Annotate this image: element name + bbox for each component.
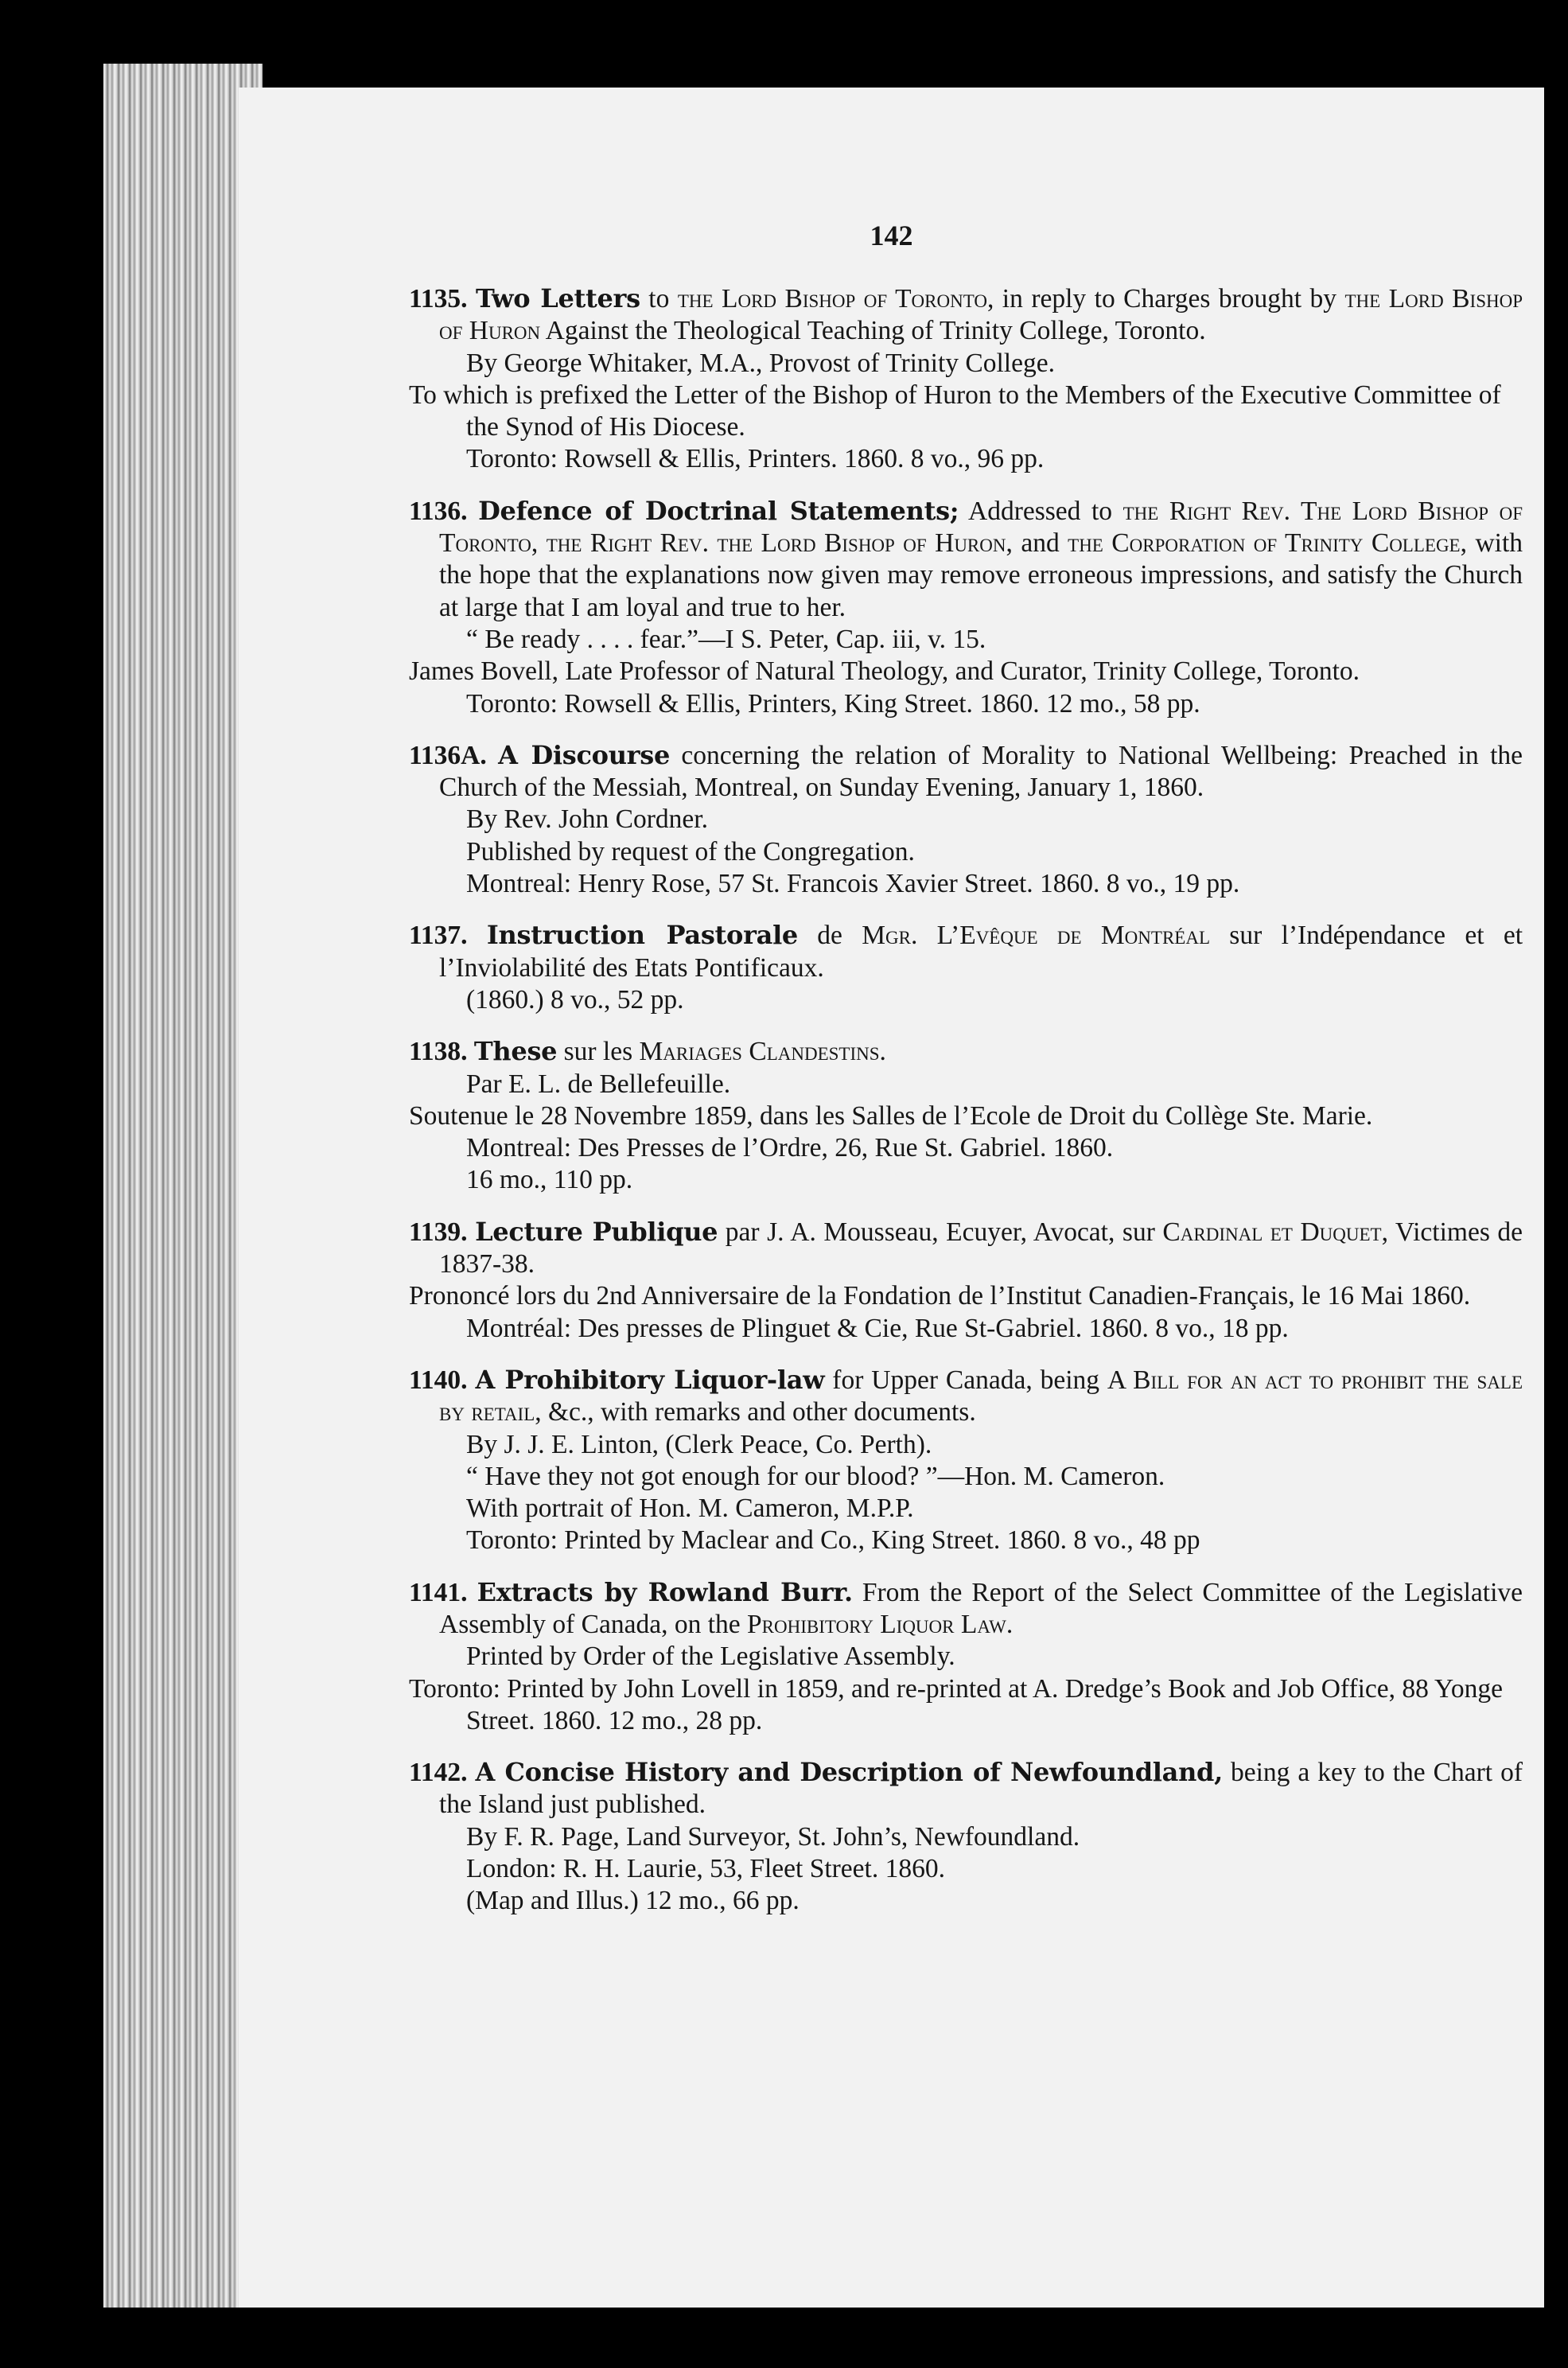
entry-number: 1136A. <box>409 740 499 770</box>
entry-heading <box>409 282 1523 348</box>
entry-line: Prononcé lors du 2nd Anniversaire de la Fondation de l’Institut Canadien-Français, le 16 Mai 1860. <box>409 1281 1471 1311</box>
entry-title: A Concise History and Description of Newfoundland, <box>475 1757 1223 1788</box>
entry-line: By George Whitaker, M.A., Provost of Trinity College. <box>466 348 1055 378</box>
entry-text: de <box>798 921 862 951</box>
entry-number: 1141. <box>409 1577 477 1607</box>
bibliography-entries <box>409 282 1523 1937</box>
small-caps-text: the Corporation of Trinity College <box>1068 528 1461 559</box>
small-caps-text: A Bill for an act to prohibit the sale by retail <box>439 1365 1523 1427</box>
entry-title: Two Letters <box>476 283 640 314</box>
entry-text: . <box>879 1037 886 1067</box>
entry-line: Montreal: Henry Rose, 57 St. Francois Xavier Street. 1860. 8 vo., 19 pp. <box>466 869 1240 899</box>
entry <box>409 919 1523 1016</box>
entry-title: Instruction Pastorale <box>486 920 798 951</box>
entry-line: Montréal: Des presses de Plinguet & Cie, Rue St-Gabriel. 1860. 8 vo., 18 pp. <box>466 1313 1289 1343</box>
entry <box>409 1216 1523 1345</box>
entry <box>409 1756 1523 1917</box>
entry <box>409 1364 1523 1557</box>
entry-title: A Prohibitory Liquor-law <box>475 1364 825 1395</box>
entry-line: By Rev. John Cordner. <box>466 804 708 835</box>
entry <box>409 1576 1523 1737</box>
small-caps-text: the Lord Bishop of Toronto <box>677 284 987 314</box>
entry-text: sur l’Indépendance et et l’Inviolabilité des Etats Pontificaux. <box>439 921 1523 983</box>
entry-number: 1140. <box>409 1365 476 1395</box>
entry-line: Par E. L. de Bellefeuille. <box>466 1069 731 1099</box>
entry-line: Published by request of the Congregation. <box>466 836 915 867</box>
entry-text: , &c., with remarks and other documents. <box>535 1397 976 1427</box>
small-caps-text: the Right Rev. The Lord Bishop of Toronto, the Right Rev. the Lord Bishop of Huron, <box>439 496 1523 559</box>
entry-heading <box>409 919 1523 984</box>
entry-line: Toronto: Printed by John Lovell in 1859, and re-printed at A. Dredge’s Book and Job Office, 88 Yonge Street. 1860. 12 mo., 28 pp. <box>409 1673 1504 1735</box>
entry-title: Defence of Doctrinal Statements; <box>478 495 959 526</box>
entry-number: 1137. <box>409 921 487 951</box>
entry-text: Addressed to <box>959 496 1123 526</box>
entry-line: Montreal: Des Presses de l’Ordre, 26, Rue St. Gabriel. 1860. <box>466 1133 1114 1163</box>
entry-number: 1136. <box>409 496 479 526</box>
entry-line: Toronto: Rowsell & Ellis, Printers. 1860. 8 vo., 96 pp. <box>466 444 1045 474</box>
entry-text: being a key to the Chart of the Island just published. <box>439 1758 1523 1820</box>
entry-heading <box>409 495 1523 624</box>
entry-line: To which is prefixed the Letter of the Bishop of Huron to the Members of the Executive Committee of the Synod of His Diocese. <box>409 380 1501 442</box>
entry-text: , with the hope that the explanations now given may remove erroneous impressions, and satisfy the Church at large that I am loyal and true to her. <box>439 528 1523 622</box>
entry-text: concerning the relation of Morality to National Wellbeing: Preached in the Church of the Messiah, Montreal, on Sunday Evening, January 1, 1860. <box>439 740 1523 803</box>
entry-line: London: R. H. Laurie, 53, Fleet Street. 1860. <box>466 1854 945 1884</box>
entry-line: Toronto: Printed by Maclear and Co., King Street. 1860. 8 vo., 48 pp <box>466 1525 1200 1556</box>
entry-text: sur les <box>557 1037 640 1067</box>
page-number: 142 <box>870 220 913 251</box>
entry-number: 1139. <box>409 1217 476 1247</box>
small-caps-text: Mariages Clandestins <box>639 1037 880 1067</box>
entry-line: Soutenue le 28 Novembre 1859, dans les Salles de l’Ecole de Droit du Collège Ste. Marie. <box>409 1100 1373 1131</box>
entry-title: Extracts by Rowland Burr. <box>477 1576 853 1607</box>
entry-heading <box>409 1576 1523 1642</box>
entry-line: By F. R. Page, Land Surveyor, St. John’s, Newfoundland. <box>466 1821 1080 1852</box>
entry-text: From the Report of the Select Committee of the Legislative Assembly of Canada, on the <box>439 1577 1523 1639</box>
entry-line: James Bovell, Late Professor of Natural Theology, and Curator, Trinity College, Toronto. <box>409 656 1360 687</box>
entry-heading <box>409 1364 1523 1429</box>
entry-text: par J. A. Mousseau, Ecuyer, Avocat, sur <box>718 1217 1163 1247</box>
entry-text: , in reply to Charges brought by <box>986 284 1345 314</box>
entry-line: With portrait of Hon. M. Cameron, M.P.P. <box>466 1494 914 1524</box>
entry-heading <box>409 1756 1523 1821</box>
entry <box>409 1035 1523 1196</box>
small-caps-text: Mgr. L’Evêque de Montréal <box>862 921 1210 951</box>
entry-heading <box>409 1216 1523 1281</box>
entry-text: to <box>640 284 678 314</box>
entry-number: 1135. <box>409 284 477 314</box>
entry-heading <box>409 1035 1523 1068</box>
entry-line: “ Have they not got enough for our blood? ”—Hon. M. Cameron. <box>466 1461 1165 1491</box>
entry <box>409 282 1523 476</box>
entry-line: By J. J. E. Linton, (Clerk Peace, Co. Perth). <box>466 1429 932 1459</box>
entry-text: Against the Theological Teaching of Trinity College, Toronto. <box>540 316 1206 346</box>
small-caps-text: Cardinal et Duquet <box>1162 1217 1382 1247</box>
entry <box>409 495 1523 720</box>
entry-line: Toronto: Rowsell & Ellis, Printers, King Street. 1860. 12 mo., 58 pp. <box>466 688 1200 719</box>
entry-line: 16 mo., 110 pp. <box>466 1165 633 1195</box>
entry-text: . <box>1006 1609 1014 1639</box>
entry-number: 1142. <box>409 1758 476 1788</box>
entry-text: , Victimes de 1837-38. <box>439 1217 1523 1279</box>
entry-line: Printed by Order of the Legislative Assembly. <box>466 1642 955 1672</box>
entry-line: (1860.) 8 vo., 52 pp. <box>466 984 684 1015</box>
entry-line: “ Be ready . . . . fear.”—I S. Peter, Cap. iii, v. 15. <box>466 624 986 654</box>
entry-text: for Upper Canada, being <box>824 1365 1107 1395</box>
entry-text: and <box>1012 528 1068 559</box>
small-caps-text: the Lord Bishop of Huron <box>439 284 1523 346</box>
small-caps-text: Prohibitory Liquor Law <box>747 1609 1006 1639</box>
entry-title: A Discourse <box>498 739 671 770</box>
entry-title: Lecture Publique <box>475 1216 718 1247</box>
entry-number: 1138. <box>409 1037 474 1067</box>
entry-title: These <box>473 1036 558 1067</box>
entry <box>409 739 1523 900</box>
entry-line: (Map and Illus.) 12 mo., 66 pp. <box>466 1886 800 1916</box>
entry-heading <box>409 739 1523 804</box>
book-page <box>239 88 1544 2308</box>
